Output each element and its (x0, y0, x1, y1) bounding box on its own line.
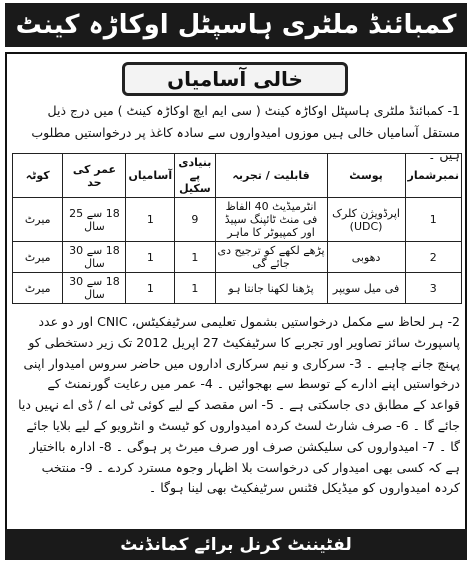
header-title: کمبائنڈ ملٹری ہاسپٹل اوکاڑہ کینٹ (15, 10, 457, 40)
cell-age-limit: 18 سے 30 سال (63, 242, 126, 273)
header-vacancies: آسامیاں (126, 154, 175, 198)
table-row (13, 273, 462, 304)
cell-quota: میرٹ (13, 242, 63, 273)
cell-quota: میرٹ (13, 198, 63, 242)
conditions-paragraph: 2- ہر لحاظ سے مکمل درخواستیں بشمول تعلیمی سرٹیفکیٹس، CNIC اور دو عدد پاسپورٹ سائز تصاویر اور تجربے کا سرٹیفکیٹ 27 اپریل 2012 تک زیر دستخطی کو پہنچ جانے چاہیے ۔ 3- سرکاری و نیم سرکاری اداروں میں حاضر سروس امیدوار اپنی درخواستیں اپنے ادارے کے توسط سے بھجوائیں ۔ 4- عمر میں رعایت گورنمنٹ کے قواعد کے مطابق دی جاسکتی ہے ۔ 5- اس مقصد کے لیے کوئی ٹی اے / ڈی اے نہیں دیا جائے گا ۔ 6- صرف شارٹ لسٹ کردہ امیدواروں کو ٹیسٹ و انٹرویو کے لیے بلایا جائے گا ۔ 7- امیدواروں کی سلیکشن صرف اور صرف میرٹ پر ہوگی ۔ 8- ادارہ بااختیار ہے کہ کسی بھی امیدوار کی درخواست بلا اظہار وجوہ مسترد کردے ۔ 9- منتخب کردہ امیدواروں کو میڈیکل فٹنس سرٹیفکیٹ بھی لینا ہوگا ۔ (18, 314, 460, 496)
cell-serial: 1 (405, 198, 462, 242)
table-header-row (13, 154, 462, 198)
cell-post: اپرڈویژن کلرک (UDC) (327, 198, 405, 242)
cell-quota: میرٹ (13, 273, 63, 304)
cell-post: فی میل سویپر (327, 273, 405, 304)
cell-qualification: پڑھے لکھے کو ترجیح دی جائے گی (215, 242, 327, 273)
cell-qualification: انٹرمیڈیٹ 40 الفاظ فی منٹ ٹائپنگ سپیڈ اور کمپیوٹر کا ماہر (215, 198, 327, 242)
header-banner (5, 3, 467, 47)
intro-paragraph: 1- کمبائنڈ ملٹری ہاسپٹل اوکاڑہ کینٹ ( سی ایم ایچ اوکاڑہ کینٹ ) میں درج ذیل مستقل آسامیاں خالی ہیں موزوں امیدواروں سے سادہ کاغذ پر درخواستیں مطلوب ہیں ۔ (31, 103, 460, 162)
cell-vacancies: 1 (126, 273, 175, 304)
cell-age-limit: 18 سے 30 سال (63, 273, 126, 304)
header-pay-scale: بنیادی پے سکیل (175, 154, 215, 198)
subtitle-box (122, 62, 348, 96)
cell-qualification: پڑھنا لکھنا جانتا ہو (215, 273, 327, 304)
header-age-limit: عمر کی حد (63, 154, 126, 198)
vacancy-table (12, 153, 462, 304)
subtitle-text: خالی آسامیاں (167, 67, 303, 91)
header-quota: کوٹہ (13, 154, 63, 198)
cell-serial: 3 (405, 273, 462, 304)
cell-vacancies: 1 (126, 242, 175, 273)
cell-age-limit: 18 سے 25 سال (63, 198, 126, 242)
footer-banner (5, 529, 467, 560)
cell-post: دھوبی (327, 242, 405, 273)
header-qualification: قابلیت / تجربہ (215, 154, 327, 198)
footer-signatory: لفٹیننٹ کرنل برائے کمانڈنٹ (120, 535, 352, 555)
header-post: پوسٹ (327, 154, 405, 198)
cell-pay-scale: 9 (175, 198, 215, 242)
table-row (13, 198, 462, 242)
cell-vacancies: 1 (126, 198, 175, 242)
table-row (13, 242, 462, 273)
cell-serial: 2 (405, 242, 462, 273)
header-serial: نمبرشمار (405, 154, 462, 198)
cell-pay-scale: 1 (175, 273, 215, 304)
cell-pay-scale: 1 (175, 242, 215, 273)
